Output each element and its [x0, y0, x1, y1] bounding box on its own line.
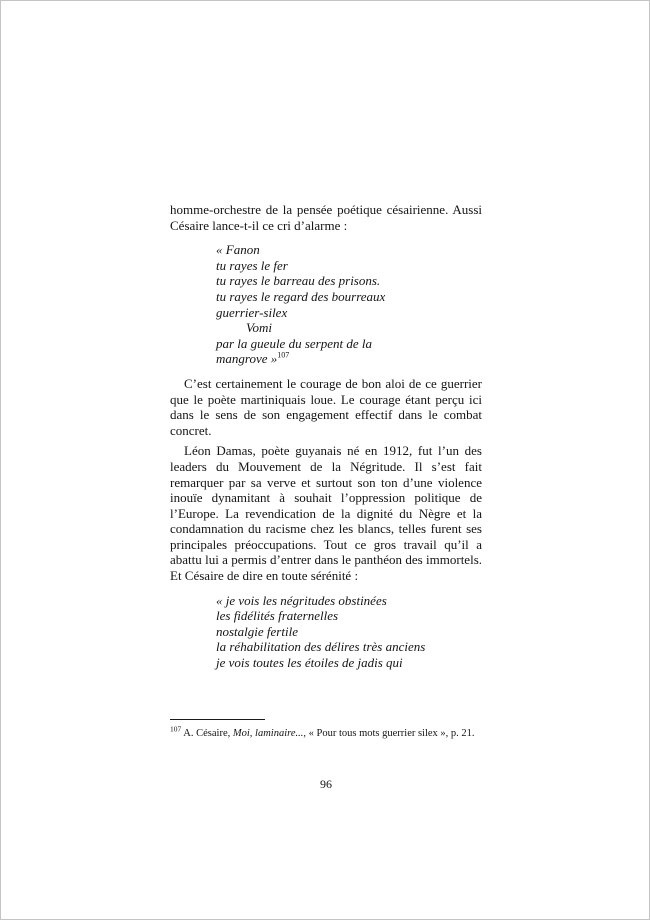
quote-line: je vois toutes les étoiles de jadis qui	[216, 655, 403, 671]
quote-line: la réhabilitation des délires très anciens	[216, 639, 426, 655]
footnote-area	[170, 719, 482, 741]
footnote-author: A. Césaire,	[183, 728, 233, 739]
footnote-marker: 107	[170, 724, 182, 734]
page-number: 96	[320, 777, 332, 791]
footnote-107	[170, 724, 482, 741]
quote-line: tu rayes le regard des bourreaux	[216, 288, 386, 304]
body-text	[170, 202, 482, 680]
footnote-separator	[170, 719, 265, 720]
quote-line: les fidélités fraternelles	[216, 608, 339, 624]
footnote-title: Moi, laminaire...,	[232, 728, 306, 739]
paragraph-damas: Léon Damas, poète guyanais né en 1912, fut l’un des leaders du Mouvement de la Négritude. Il s’est fait remarquer par sa verve et surtout son ton d’une violence inouïe dynamitant à souhait l’oppression politique de l’Europe. La revendication de la dignité du Nègre et la condamnation du racisme chez les blancs, telles furent ses principales préoccupations. Tout ce gros travail qu’il a abattu lui a permis d’entrer dans le panthéon des immortels. Et Césaire de dire en toute sérénité :	[170, 443, 482, 584]
footnote-rest: « Pour tous mots guerrier silex », p. 21.	[305, 728, 475, 739]
quote-line	[216, 351, 482, 367]
poem-quote-fanon	[216, 242, 482, 367]
quote-line: guerrier-silex	[216, 304, 288, 320]
paragraph-courage: C’est certainement le courage de bon aloi de ce guerrier que le poète martiniquais loue. Le courage étant perçu ici dans le sens de son engagement effectif dans le combat concret.	[170, 375, 482, 438]
quote-line: tu rayes le barreau des prisons.	[216, 273, 381, 289]
paragraph-intro: homme-orchestre de la pensée poétique césairienne. Aussi Césaire lance-t-il ce cri d’alarme :	[170, 202, 482, 233]
footnote-reference-107: 107	[277, 351, 290, 361]
quote-line: « Fanon	[216, 242, 260, 258]
quote-line: Vomi	[246, 320, 272, 336]
quote-line: « je vois les négritudes obstinées	[216, 592, 387, 608]
poem-quote-negritudes	[216, 593, 482, 671]
quote-line: par la gueule du serpent de la	[216, 335, 372, 351]
quote-line-text: mangrove »	[216, 351, 278, 367]
quote-line: tu rayes le fer	[216, 257, 288, 273]
quote-line: nostalgie fertile	[216, 623, 298, 639]
